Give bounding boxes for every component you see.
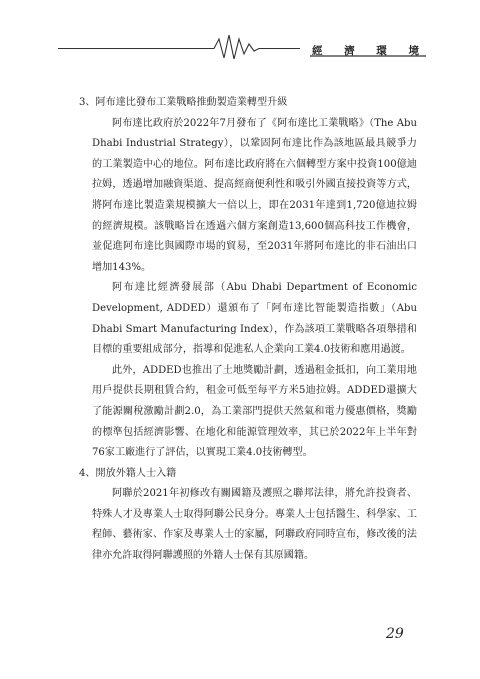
paragraph: 此外，ADDED也推出了土地獎勵計劃，透過租金抵扣，向工業用地用戶提供長期租賃合約，租金可低至每平方米5迪拉姆。ADDED還擴大了能源關稅激勵計劃2.0，為工業部門提供天然氣和電力優惠價格，獎勵的標準包括經濟影響、在地化和能源管理效率，其已於2022年上半年對76家工廠進行了評估，以實現工業4.0技術轉型。 bbox=[92, 364, 417, 459]
paragraph: 阿聯於2021年初修改有關國籍及護照之聯邦法律，將允許投資者、特殊人才及專業人士取得阿聯公民身分。專業人士包括醫生、科學家、工程師、藝術家、作家及專業人士的家屬，阿聯政府同時宣布，修改後的法律亦允許取得阿聯護照的外籍人士保有其原國籍。 bbox=[92, 488, 417, 562]
paragraph: 阿布達比經濟發展部（Abu Dhabi Department of Economic Development, ADDED）還頒布了「阿布達比智能製造指數」（Abu Dhabi Smart Manufacturing Index），作為該項工業戰略各項舉措和目標的重要組成部分，指導和促進私人企業向工業4.0技術和應用過渡。 bbox=[92, 282, 417, 356]
page-number: 29 bbox=[386, 626, 404, 642]
section-heading: 3、阿布達比發布工業戰略推動製造業轉型升級 bbox=[79, 97, 288, 108]
page-header bbox=[0, 30, 480, 62]
header-title: 經 濟 環 境 bbox=[312, 45, 428, 57]
paragraph: 阿布達比政府於2022年7月發布了《阿布達比工業戰略》（The Abu Dhabi Industrial Strategy），以鞏固阿布達比作為該地區最具競爭力的工業製造中心的地位。阿布達比政府將在六個轉型方案中投資100億迪拉姆，透過增加融資渠道、提高經商便利性和吸引外國直接投資等方式，將阿布達比製造業規模擴大一倍以上，即在2031年達到1,720億迪拉姆的經濟規模。該戰略旨在透過六個方案創造13,600個高科技工作機會，並促進阿布達比與國際市場的貿易，至2031年將阿布達比的非石油出口增加143%。 bbox=[92, 117, 417, 273]
section-heading: 4、開放外籍人士入籍 bbox=[79, 467, 177, 479]
page-content bbox=[79, 93, 417, 567]
